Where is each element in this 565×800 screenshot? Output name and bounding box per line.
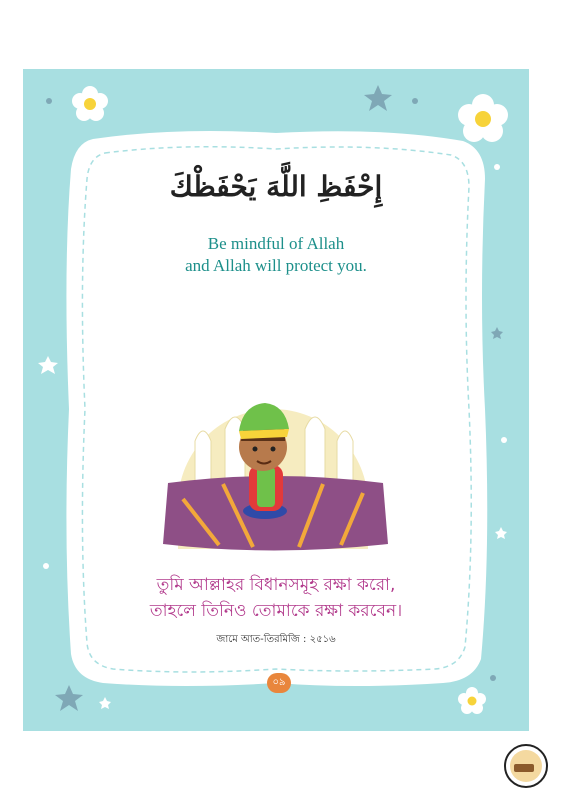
english-quote-line2: and Allah will protect you.: [185, 256, 367, 275]
star-icon: [364, 85, 392, 111]
book-icon: [514, 764, 534, 772]
bangla-quote: [23, 572, 529, 624]
star-icon: [495, 527, 507, 539]
star-icon: [99, 697, 111, 709]
bangla-quote-line1: তুমি আল্লাহর বিধানসমূহ রক্ষা করো,: [156, 575, 396, 595]
arabic-quote: إِحْفَظِ اللَّهَ يَحْفَظْكَ: [169, 170, 383, 203]
flower-icon: [458, 687, 486, 714]
bangla-quote-line2: তাহলে তিনিও তোমাকে রক্ষা করবেন।: [149, 601, 403, 621]
english-quote: [23, 233, 529, 277]
star-icon: [55, 685, 83, 711]
star-icon: [38, 356, 58, 374]
flower-icon: [72, 86, 108, 121]
publisher-logo: [504, 744, 548, 788]
star-icon: [491, 327, 503, 339]
flower-icon: [458, 94, 508, 142]
english-quote-line1: Be mindful of Allah: [207, 234, 345, 253]
hadith-source: জামে আত-তিরমিজি : ২৫১৬: [216, 634, 336, 645]
page-number-badge: ০৯: [267, 673, 291, 693]
